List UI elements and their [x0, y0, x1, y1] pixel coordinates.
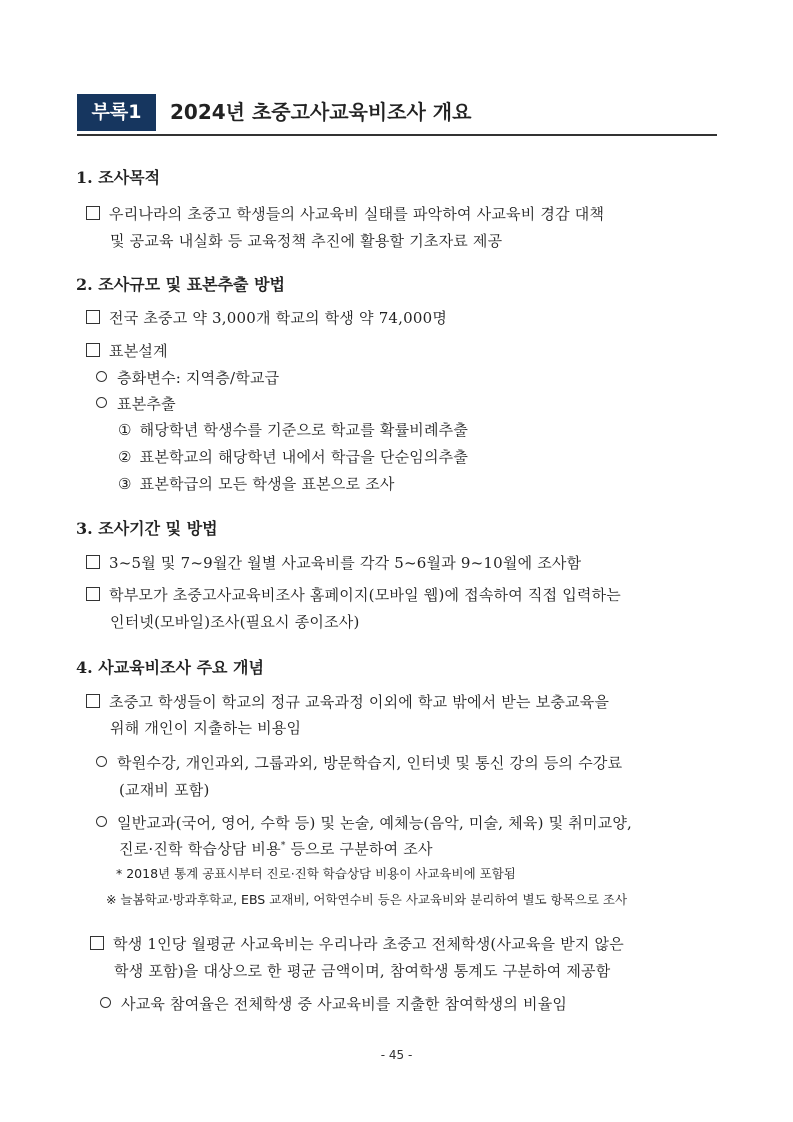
- section-2-title: 2. 조사규모 및 표본추출 방법: [76, 275, 286, 294]
- s4-circle-item-2-line-2: [119, 838, 433, 859]
- section-3-title: 3. 조사기간 및 방법: [76, 519, 218, 538]
- footnote-marker: *: [280, 841, 286, 851]
- square-bullet-icon: [86, 310, 100, 324]
- circle-bullet-icon: [100, 997, 111, 1008]
- footnote-note: * 2018년 통계 공표시부터 진로·진학 학습상담 비용이 사교육비에 포함됨: [116, 866, 516, 881]
- s4-paragraph-2-line-2: 학생 포함)을 대상으로 한 평균 금액이며, 참여학생 통계도 구분하여 제공함: [114, 962, 611, 980]
- s2-paragraph-1: [86, 307, 447, 328]
- s1-paragraph-line-2: 및 공교육 내실화 등 교육정책 추진에 활용할 기초자료 제공: [110, 232, 503, 250]
- s3-p2-text-1: 학부모가 초중고사교육비조사 홈페이지(모바일 웹)에 접속하여 직접 입력하는: [109, 586, 621, 604]
- s2-paragraph-2: [86, 340, 168, 361]
- page-number: - 45 -: [380, 1048, 413, 1062]
- square-bullet-icon: [86, 343, 100, 357]
- s2-n3-text: 표본학급의 모든 학생을 표본으로 조사: [139, 475, 395, 493]
- s2-p2-text: 표본설계: [109, 342, 168, 360]
- appendix-badge: 부록1: [77, 94, 156, 131]
- s2-n1-text: 해당학년 학생수를 기준으로 학교를 확률비례추출: [139, 421, 469, 439]
- s3-paragraph-1: [86, 552, 581, 573]
- s1-p1-text-1: 우리나라의 초중고 학생들의 사교육비 실태를 파악하여 사교육비 경감 대책: [109, 205, 605, 223]
- circled-number-1: ①: [118, 421, 132, 439]
- s4-c3-text: 사교육 참여율은 전체학생 중 사교육비를 지출한 참여학생의 비율임: [121, 995, 568, 1013]
- s4-circle-item-1-line-1: [96, 752, 622, 773]
- s2-n2-text: 표본학교의 해당학년 내에서 학급을 단순임의추출: [139, 448, 469, 466]
- s2-p1-text: 전국 초중고 약 3,000개 학교의 학생 약 74,000명: [109, 309, 448, 327]
- s4-p2-text-1: 학생 1인당 월평균 사교육비는 우리나라 초중고 전체학생(사교육을 받지 않은: [113, 935, 624, 953]
- s3-paragraph-2-line-1: [86, 584, 621, 605]
- square-bullet-icon: [86, 694, 100, 708]
- appendix-title: 2024년 초중고사교육비조사 개요: [170, 100, 472, 124]
- appendix-header: [77, 94, 717, 136]
- circled-number-3: ③: [118, 475, 132, 493]
- s4-paragraph-1-line-1: [86, 691, 609, 712]
- circle-bullet-icon: [96, 397, 107, 408]
- reference-note: ※ 늘봄학교·방과후학교, EBS 교재비, 어학연수비 등은 사교육비와 분리하여 별도 항목으로 조사: [106, 892, 628, 907]
- s4-c1-text-1: 학원수강, 개인과외, 그룹과외, 방문학습지, 인터넷 및 통신 강의 등의 수강료: [117, 754, 623, 772]
- circle-bullet-icon: [96, 756, 107, 767]
- s3-paragraph-2-line-2: 인터넷(모바일)조사(필요시 종이조사): [110, 613, 360, 631]
- s2-circle-item-1: [96, 367, 279, 388]
- s2-c1-text: 층화변수: 지역층/학교급: [117, 369, 280, 387]
- circle-bullet-icon: [96, 816, 107, 827]
- circle-bullet-icon: [96, 371, 107, 382]
- square-bullet-icon: [90, 936, 104, 950]
- square-bullet-icon: [86, 587, 100, 601]
- s1-paragraph-line-1: [86, 203, 604, 224]
- section-4-title: 4. 사교육비조사 주요 개념: [76, 658, 264, 677]
- section-1-title: 1. 조사목적: [76, 168, 161, 187]
- s4-circle-item-2-line-1: [96, 812, 632, 833]
- s3-p1-text: 3~5월 및 7~9월간 월별 사교육비를 각각 5~6월과 9~10월에 조사함: [109, 554, 582, 572]
- s4-circle-item-1-line-2: (교재비 포함): [119, 781, 210, 799]
- s4-paragraph-1-line-2: 위해 개인이 지출하는 비용임: [110, 719, 302, 737]
- s4-paragraph-2-line-1: [90, 933, 624, 954]
- square-bullet-icon: [86, 206, 100, 220]
- s4-c2-text-1: 일반교과(국어, 영어, 수학 등) 및 논술, 예체능(음악, 미술, 체육) 및 취미교양,: [117, 814, 633, 832]
- s4-c2-text-2-tail: 등으로 구분하여 조사: [285, 840, 433, 858]
- s2-numbered-item-3: [118, 473, 395, 494]
- s2-numbered-item-1: [118, 419, 468, 440]
- s2-c2-text: 표본추출: [117, 395, 176, 413]
- s2-numbered-item-2: [118, 446, 468, 467]
- s4-circle-item-3: [100, 993, 567, 1014]
- s4-p1-text-1: 초중고 학생들이 학교의 정규 교육과정 이외에 학교 밖에서 받는 보충교육을: [109, 693, 610, 711]
- s2-circle-item-2: [96, 393, 176, 414]
- square-bullet-icon: [86, 555, 100, 569]
- s4-c2-text-2: 진로·진학 학습상담 비용: [119, 840, 281, 858]
- circled-number-2: ②: [118, 448, 132, 466]
